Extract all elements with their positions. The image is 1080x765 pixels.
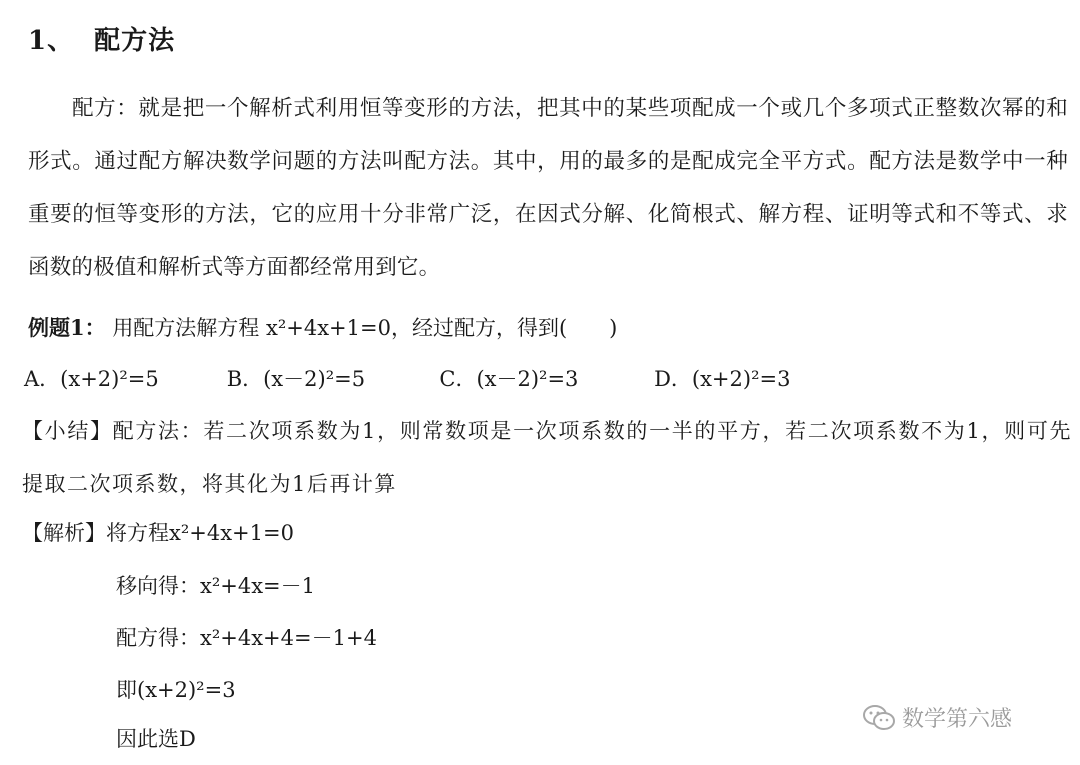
analysis-step: 移向得：x²+4x=－1 bbox=[116, 574, 316, 598]
intro-paragraph: 配方：就是把一个解析式利用恒等变形的方法，把其中的某些项配成一个或几个多项式正整数次幂的和形式。通过配方解决数学问题的方法叫配方法。其中，用的最多的是配成完全平方式。配方法是数学中一种重要的恒等变形的方法，它的应用十分非常广泛，在因式分解、化简根式、解方程、证明等式和不等式、求函数的极值和解析式等方面都经常用到它。 bbox=[28, 96, 1068, 280]
analysis-intro: 【解析】将方程x²+4x+1=0 bbox=[22, 521, 294, 545]
section-number: 1、 bbox=[28, 26, 75, 56]
example-label: 例题1： bbox=[28, 315, 106, 340]
summary-paragraph: 【小结】配方法：若二次项系数为1，则常数项是一次项系数的一半的平方，若二次项系数不为1，则可先提取二次项系数，将其化为1后再计算 bbox=[22, 419, 1072, 496]
wechat-icon bbox=[862, 704, 896, 732]
analysis-step: 因此选D bbox=[116, 727, 196, 751]
section-heading bbox=[28, 20, 175, 57]
example-text: 用配方法解方程 x²+4x+1=0，经过配方，得到( ) bbox=[112, 316, 618, 340]
option-a: A．(x+2)²=5 bbox=[24, 367, 159, 391]
option-b: B．(x－2)²=5 bbox=[226, 367, 366, 391]
answer-options bbox=[24, 363, 790, 393]
analysis-step: 即(x+2)²=3 bbox=[116, 678, 236, 702]
option-d: D．(x+2)²=3 bbox=[654, 367, 791, 391]
analysis-step: 配方得：x²+4x+4=－1+4 bbox=[116, 626, 377, 650]
option-c: C．(x－2)²=3 bbox=[439, 367, 579, 391]
watermark bbox=[862, 702, 1012, 733]
example-question bbox=[28, 312, 617, 342]
watermark-text: 数学第六感 bbox=[902, 707, 1013, 732]
section-title: 配方法 bbox=[94, 26, 176, 56]
